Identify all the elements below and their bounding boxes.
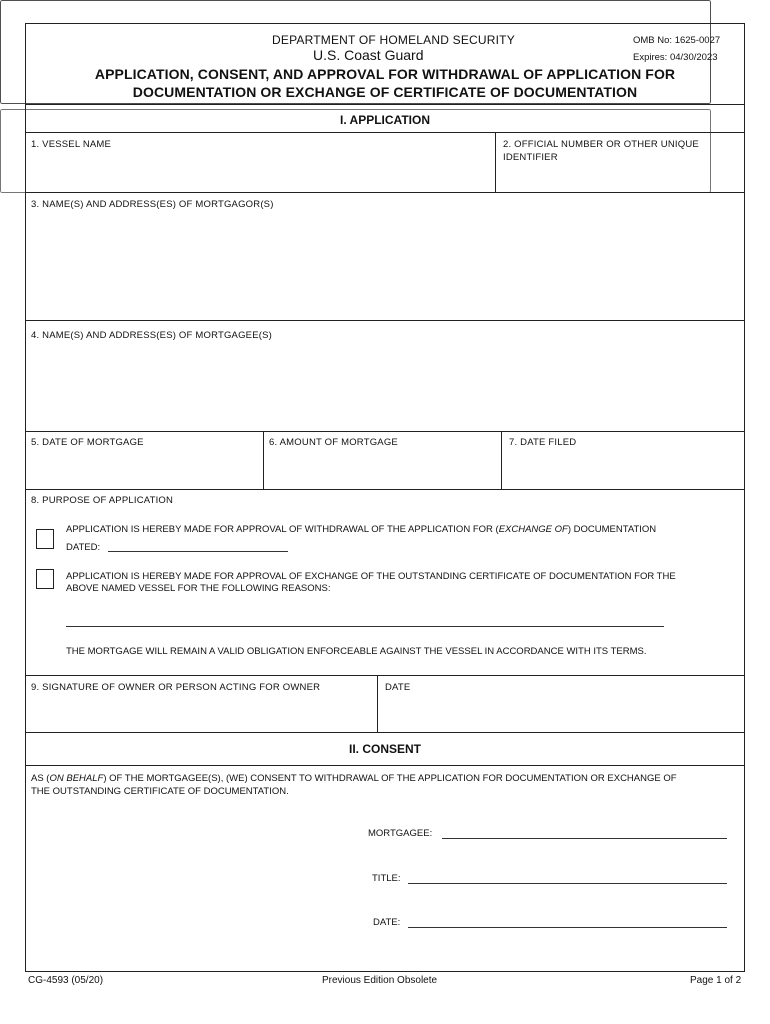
exchange-checkbox[interactable] [36,569,54,589]
consent-title-label: TITLE: [372,873,401,884]
withdrawal-checkbox[interactable] [36,529,54,549]
reasons-blank-line [66,626,664,627]
section-application-heading: I. APPLICATION [340,113,430,127]
divider [25,765,745,766]
expiration-date: Expires: 04/30/2023 [633,52,718,63]
consent-mortgagee-label: MORTGAGEE: [368,828,433,839]
signature-date-input[interactable] [385,700,737,724]
dated-label: DATED: [66,542,101,553]
divider [25,675,745,676]
divider [25,732,745,733]
consent-text-italic: ON BEHALF [49,773,104,784]
mortgage-statement: THE MORTGAGE WILL REMAIN A VALID OBLIGATION ENFORCEABLE AGAINST THE VESSEL IN ACCORDANCE WITH ITS TERMS. [66,646,647,657]
consent-statement-line-2: THE OUTSTANDING CERTIFICATE OF DOCUMENTATION. [31,786,289,797]
date-filed-input[interactable] [509,458,737,480]
divider [377,675,378,732]
mortgagee-label: 4. NAME(S) AND ADDRESS(ES) OF MORTGAGEE(S) [31,330,273,341]
divider [501,431,502,489]
reasons-input[interactable] [68,608,662,625]
official-number-label: 2. OFFICIAL NUMBER OR OTHER UNIQUE [503,139,699,150]
divider [25,320,745,321]
consent-text-post: ) OF THE MORTGAGEE(S), (WE) CONSENT TO WITHDRAWAL OF THE APPLICATION FOR DOCUMENTATION OR EXCHANGE OF [103,773,677,784]
purpose-label: 8. PURPOSE OF APPLICATION [31,495,174,506]
official-number-input[interactable] [503,166,738,188]
divider [25,104,745,105]
section-consent-heading: II. CONSENT [348,742,421,756]
exchange-option-text-2: ABOVE NAMED VESSEL FOR THE FOLLOWING REASONS: [66,583,331,594]
consent-date-input[interactable] [410,911,725,926]
consent-title-input[interactable] [410,867,725,882]
signature-label: 9. SIGNATURE OF OWNER OR PERSON ACTING FOR OWNER [31,682,321,693]
consent-mortgagee-line [442,838,727,839]
withdrawal-option-text-pre: APPLICATION IS HEREBY MADE FOR APPROVAL OF WITHDRAWAL OF THE APPLICATION FOR ( [66,524,499,535]
consent-title-line [408,883,727,884]
divider [25,489,745,490]
page-number: Page 1 of 2 [690,975,742,986]
agency-name: U.S. Coast Guard [313,47,424,63]
consent-date-line [408,927,727,928]
date-of-mortgage-label: 5. DATE OF MORTGAGE [31,437,144,448]
exchange-option-text-1: APPLICATION IS HEREBY MADE FOR APPROVAL OF EXCHANGE OF THE OUTSTANDING CERTIFICATE OF DOCUMENTATION FOR THE [66,571,676,582]
form-title-line-1: APPLICATION, CONSENT, AND APPROVAL FOR WITHDRAWAL OF APPLICATION FOR [94,66,676,82]
official-number-label-cont: IDENTIFIER [503,152,558,163]
dated-input[interactable] [110,537,286,551]
omb-number: OMB No: 1625-0027 [633,35,721,46]
consent-mortgagee-input[interactable] [444,822,725,837]
consent-statement-line-1 [31,772,677,785]
divider [25,192,745,193]
date-filed-label: 7. DATE FILED [509,437,577,448]
divider [495,132,496,193]
withdrawal-option-text [66,523,656,536]
divider [25,431,745,432]
divider [263,431,264,489]
form-number: CG-4593 (05/20) [28,975,104,986]
date-of-mortgage-input[interactable] [31,458,256,480]
withdrawal-option-text-italic: EXCHANGE OF [498,524,568,535]
consent-date-label: DATE: [373,917,401,928]
edition-note: Previous Edition Obsolete [322,975,438,986]
amount-of-mortgage-input[interactable] [269,458,494,480]
signature-date-label: DATE [385,682,411,693]
withdrawal-option-text-post: ) DOCUMENTATION [567,524,657,535]
divider [25,132,745,133]
signature-input[interactable] [31,700,369,724]
form-title-line-2: DOCUMENTATION OR EXCHANGE OF CERTIFICATE OF DOCUMENTATION [132,84,638,100]
vessel-name-input[interactable] [31,160,486,184]
dated-blank-line [108,551,288,552]
vessel-name-label: 1. VESSEL NAME [31,139,112,150]
amount-of-mortgage-label: 6. AMOUNT OF MORTGAGE [269,437,398,448]
mortgagor-label: 3. NAME(S) AND ADDRESS(ES) OF MORTGAGOR(S) [31,199,274,210]
department-name: DEPARTMENT OF HOMELAND SECURITY [272,33,515,47]
consent-text-pre: AS ( [31,773,50,784]
